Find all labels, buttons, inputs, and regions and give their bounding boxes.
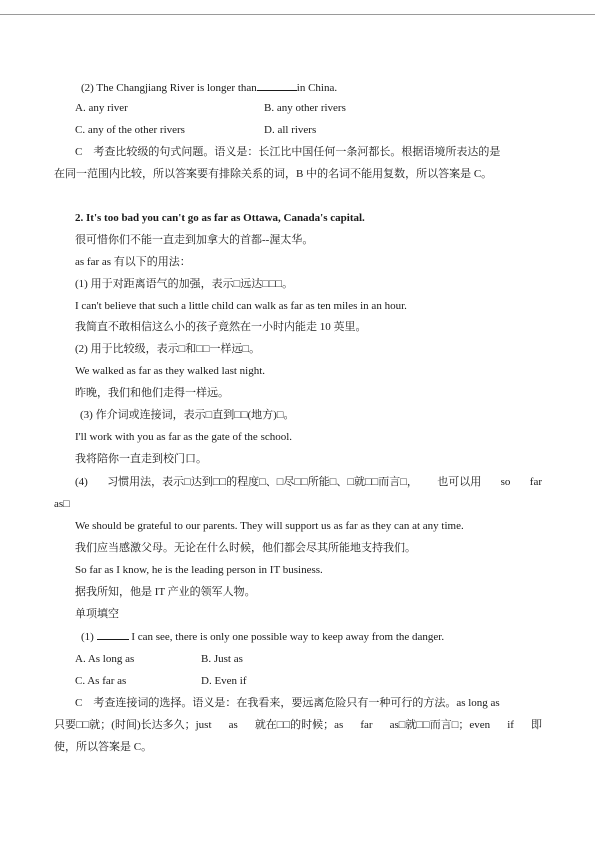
usage2-example-en: We walked as far as they walked last night. bbox=[75, 365, 266, 377]
q1-question-post: in China. bbox=[296, 82, 338, 94]
practice-analysis-line2 bbox=[54, 718, 542, 732]
section2-heading: 2. It's too bad you can't go as far as Ottawa, Canada's capital. bbox=[75, 212, 365, 224]
practice-analysis-part-0: 只要□□就；(时间)长达多久；just bbox=[54, 719, 212, 731]
usage4-example-cn2: 据我所知，他是 IT 产业的领军人物。 bbox=[75, 586, 256, 598]
usage3-example-cn: 我将陪你一直走到校门口。 bbox=[75, 453, 207, 465]
q1-question bbox=[81, 80, 337, 95]
usage3-example-en: I'll work with you as far as the gate of the school. bbox=[75, 431, 293, 443]
q1-option-c: C. any of the other rivers bbox=[75, 124, 185, 136]
practice-option-b: B. Just as bbox=[201, 653, 243, 665]
practice-analysis-part-3: far bbox=[360, 719, 373, 731]
practice-analysis-part-6: 即 bbox=[530, 719, 542, 731]
practice-question-post: I can see, there is only one possible way to keep away from the danger. bbox=[131, 631, 445, 643]
q1-answer-blank bbox=[257, 80, 297, 91]
usage4-example-cn: 我们应当感激父母。无论在什么时候，他们都会尽其所能地支持我们。 bbox=[75, 542, 416, 554]
q1-option-b: B. any other rivers bbox=[264, 102, 346, 114]
q1-analysis-line2: 在同一范围内比较，所以答案要有排除关系的词，B 中的名词不能用复数，所以答案是 C。 bbox=[54, 168, 493, 180]
usage4-part-4: far bbox=[529, 476, 542, 488]
section2-intro: as far as 有以下的用法： bbox=[75, 256, 191, 268]
q1-question-pre: (2) The Changjiang River is longer than bbox=[81, 82, 257, 94]
practice-title: 单项填空 bbox=[75, 608, 119, 620]
usage4-part-1: 习惯用法，表示□达到□□的程度□、□尽□□所能□、□就□□而言□， bbox=[107, 476, 418, 488]
practice-option-c: C. As far as bbox=[75, 675, 127, 687]
usage2-title: (2) 用于比较级，表示□和□□一样远□。 bbox=[75, 343, 261, 355]
usage1-title: (1) 用于对距离语气的加强，表示□远达□□□。 bbox=[75, 278, 294, 290]
practice-option-a: A. As long as bbox=[75, 653, 135, 665]
section2-translation: 很可惜你们不能一直走到加拿大的首都--渥太华。 bbox=[75, 234, 314, 246]
usage4-title-cont: as□ bbox=[54, 498, 70, 510]
usage4-part-2: 也可以用 bbox=[437, 476, 482, 488]
practice-analysis-part-2: 就在□□的时候；as bbox=[254, 719, 344, 731]
practice-analysis-part-4: as□就□□而言□；even bbox=[389, 719, 491, 731]
usage1-example-cn: 我简直不敢相信这么小的孩子竟然在一小时内能走 10 英里。 bbox=[75, 321, 367, 333]
q1-option-d: D. all rivers bbox=[264, 124, 317, 136]
practice-question-pre: (1) bbox=[81, 631, 94, 643]
q1-option-a: A. any river bbox=[75, 102, 128, 114]
practice-answer-blank bbox=[97, 629, 129, 640]
practice-analysis-line1: C 考查连接词的选择。语义是：在我看来，要远离危险只有一种可行的方法。as long as bbox=[75, 697, 500, 709]
usage4-part-3: so bbox=[500, 476, 511, 488]
usage4-example-en2: So far as I know, he is the leading person in IT business. bbox=[75, 564, 323, 576]
usage4-title bbox=[75, 475, 542, 489]
practice-analysis-line3: 使，所以答案是 C。 bbox=[54, 741, 153, 753]
q1-analysis-line1: C 考查比较级的句式问题。语义是：长江比中国任何一条河都长。根据语境所表达的是 bbox=[75, 146, 501, 158]
usage4-example-en: We should be grateful to our parents. They will support us as far as they can at any time. bbox=[75, 520, 464, 532]
practice-option-d: D. Even if bbox=[201, 675, 247, 687]
usage3-title: (3) 作介词或连接词，表示□直到□□(地方)□。 bbox=[80, 409, 295, 421]
usage4-part-0: (4) bbox=[75, 476, 88, 488]
practice-analysis-part-5: if bbox=[507, 719, 514, 731]
usage2-example-cn: 昨晚，我们和他们走得一样远。 bbox=[75, 387, 229, 399]
practice-analysis-part-1: as bbox=[228, 719, 238, 731]
practice-question bbox=[81, 629, 444, 644]
usage1-example-en: I can't believe that such a little child can walk as far as ten miles in an hour. bbox=[75, 300, 407, 312]
